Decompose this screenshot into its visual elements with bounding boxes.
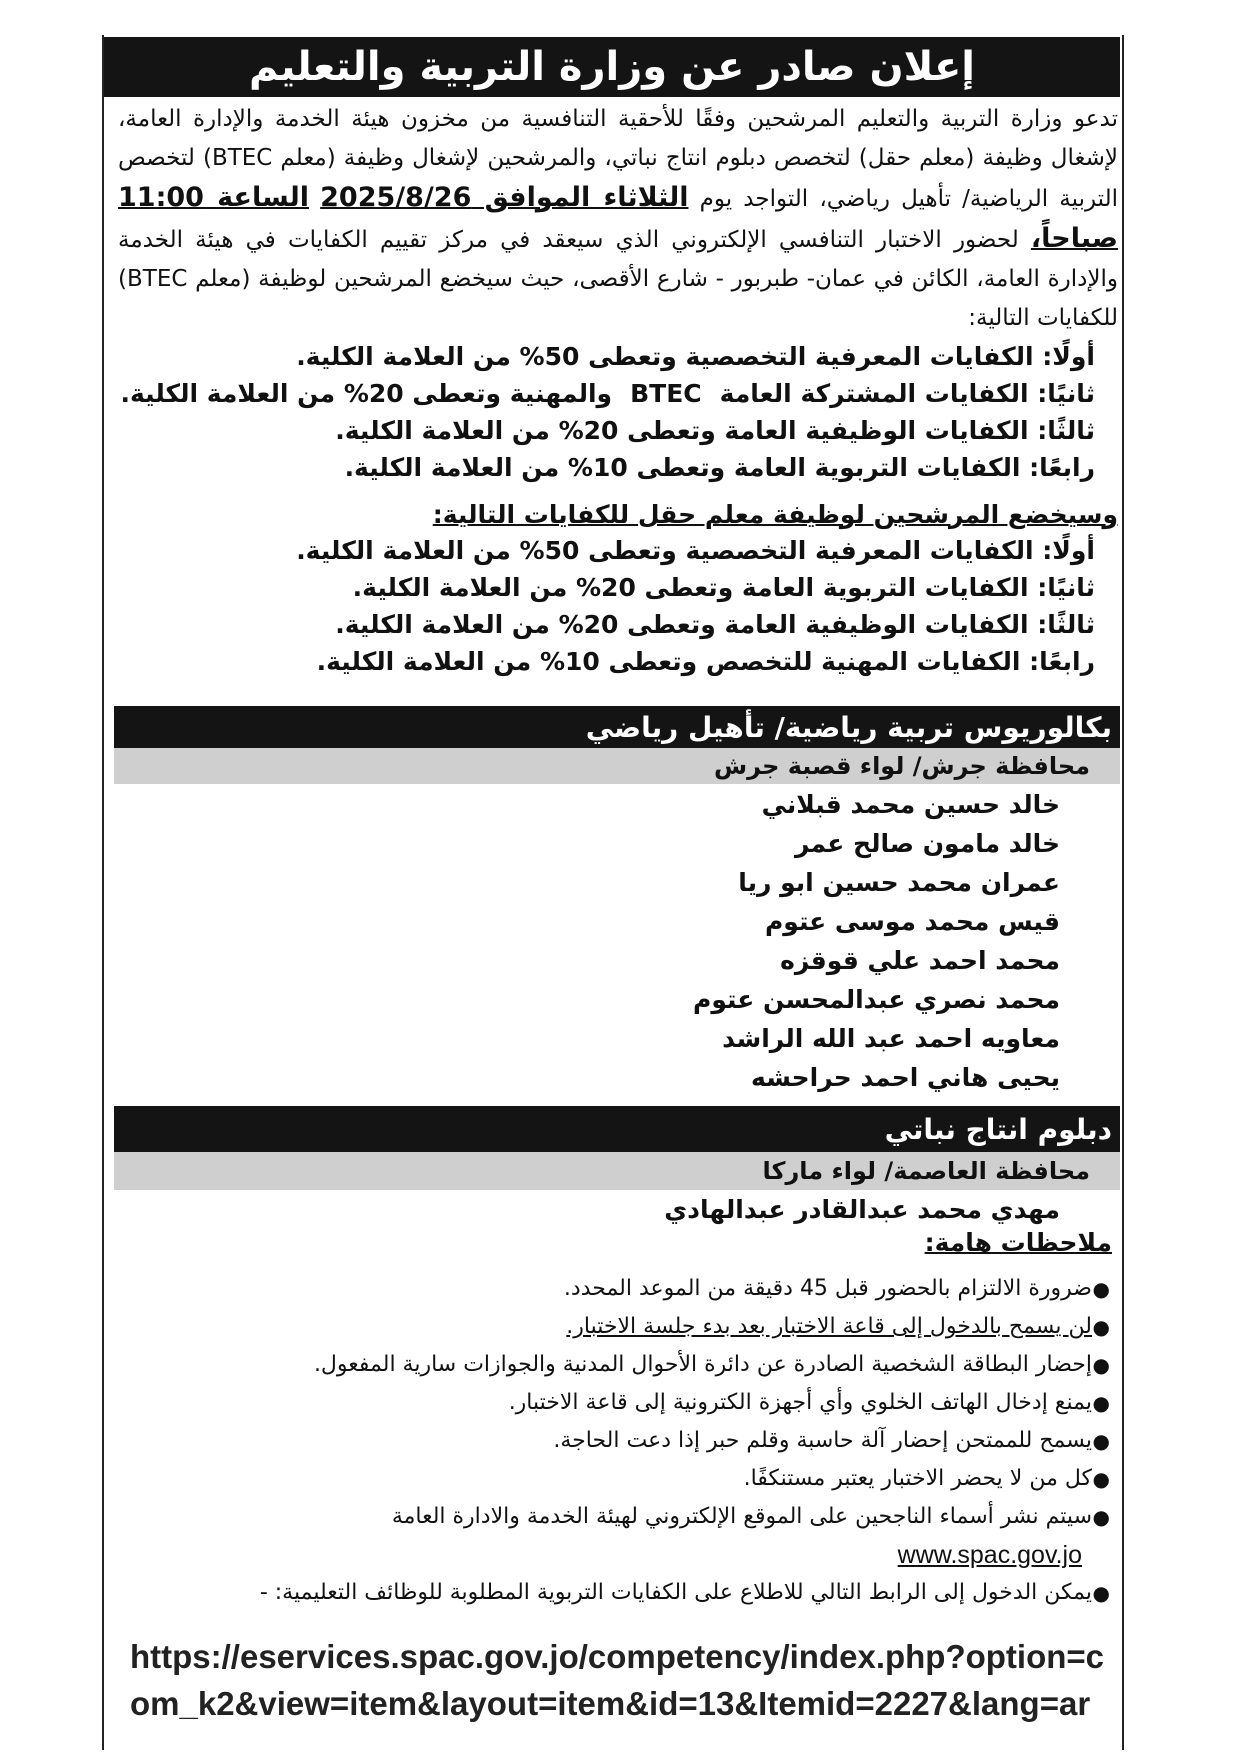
- note-item: ● كل من لا يحضر الاختبار يعتبر مستنكفًا.: [110, 1460, 1110, 1498]
- exam-time: الساعة 11:00 صباحاً،: [118, 182, 1119, 254]
- candidate-list-sports: [693, 785, 1060, 1097]
- btec-label: BTEC: [630, 379, 702, 408]
- candidate-name: يحيى هاني احمد حراحشه: [751, 1063, 1060, 1092]
- intro-body-rest: لحضور الاختبار التنافسي الإلكتروني الذي سيعقد في مركز تقييم الكفايات في هيئة الخدمة والإدارة العامة، الكائن في عمان- طبربور - شارع الأقصى، حيث سيخضع المرشحين لوظيفة (معلم BTEC) للكفايات التالية:: [118, 227, 1118, 331]
- bullet-icon: ●: [1092, 1391, 1110, 1415]
- field-teacher-heading: وسيخضع المرشحين لوظيفة معلم حقل للكفايات التالية:: [432, 500, 1118, 529]
- bullet-icon: ●: [1092, 1429, 1110, 1453]
- bullet-icon: ●: [1092, 1467, 1110, 1491]
- announcement-title: إعلان صادر عن وزارة التربية والتعليم: [104, 37, 1120, 97]
- competency-item: أولًا: الكفايات المعرفية التخصصية وتعطى 50% من العلامة الكلية.: [296, 342, 1095, 371]
- competency-item-rest: والمهنية وتعطى 20% من العلامة الكلية.: [120, 379, 613, 408]
- bullet-icon: ●: [1092, 1505, 1110, 1529]
- section-title-sports: بكالوريوس تربية رياضية/ تأهيل رياضي: [114, 706, 1120, 748]
- candidate-name: مهدي محمد عبدالقادر عبدالهادي: [664, 1195, 1060, 1224]
- notes-heading: ملاحظات هامة:: [924, 1228, 1112, 1257]
- note-item: ● سيتم نشر أسماء الناجحين على الموقع الإلكتروني لهيئة الخدمة والادارة العامة www.spac.gov.jo: [110, 1498, 1110, 1574]
- bullet-icon: ●: [1092, 1315, 1110, 1339]
- candidate-name: محمد نصري عبدالمحسن عتوم: [693, 985, 1060, 1014]
- candidate-name: محمد احمد علي قوقزه: [780, 946, 1060, 975]
- bullet-icon: ●: [1092, 1353, 1110, 1377]
- candidate-list-plant: [664, 1192, 1060, 1228]
- competency-url-link[interactable]: https://eservices.spac.gov.jo/competency/index.php?option=com_k2&view=item&layout=item&id=13&Itemid=2227&lang=ar: [130, 1638, 1105, 1722]
- competency-item: أولًا: الكفايات المعرفية التخصصية وتعطى 50% من العلامة الكلية.: [296, 536, 1095, 565]
- bullet-icon: ●: [1092, 1581, 1110, 1605]
- competency-item: رابعًا: الكفايات المهنية للتخصص وتعطى 10% من العلامة الكلية.: [316, 647, 1095, 676]
- competency-item: [120, 375, 1095, 412]
- notes-list: [110, 1270, 1110, 1612]
- note-item: ● يسمح للممتحن إحضار آلة حاسبة وقلم حبر إذا دعت الحاجة.: [110, 1422, 1110, 1460]
- intro-body: تدعو وزارة التربية والتعليم المرشحين وفقًا للأحقية التنافسية من مخزون هيئة الخدمة والإدارة العامة، لإشغال وظيفة (معلم حقل) لتخصص دبلوم انتاج نباتي، والمرشحين لإشغال وظيفة (معلم BTEC) لتخصص التربية الرياضية/ تأهيل رياضي، التواجد يوم: [118, 106, 1118, 212]
- note-item: ● ضرورة الالتزام بالحضور قبل 45 دقيقة من الموعد المحدد.: [110, 1270, 1110, 1308]
- competency-item: ثالثًا: الكفايات الوظيفية العامة وتعطى 20% من العلامة الكلية.: [335, 610, 1095, 639]
- section-title-plant-production: دبلوم انتاج نباتي: [114, 1106, 1120, 1152]
- candidate-name: خالد مامون صالح عمر: [794, 829, 1060, 858]
- field-competencies-list: [296, 532, 1095, 680]
- candidate-name: قيس محمد موسى عتوم: [764, 907, 1060, 936]
- region-bar-amman: محافظة العاصمة/ لواء ماركا: [114, 1152, 1120, 1190]
- competency-item-text: ثانيًا: الكفايات المشتركة العامة: [719, 379, 1095, 408]
- intro-paragraph: [118, 100, 1118, 338]
- region-bar-jerash: محافظة جرش/ لواء قصبة جرش: [114, 748, 1120, 784]
- competency-item: رابعًا: الكفايات التربوية العامة وتعطى 10% من العلامة الكلية.: [344, 453, 1095, 482]
- candidate-name: خالد حسين محمد قبلاني: [761, 790, 1060, 819]
- note-item: ● لن يسمح بالدخول إلى قاعة الاختبار بعد بدء جلسة الاختبار.: [110, 1308, 1110, 1346]
- note-item: ● إحضار البطاقة الشخصية الصادرة عن دائرة الأحوال المدنية والجوازات سارية المفعول.: [110, 1346, 1110, 1384]
- competency-item: ثالثًا: الكفايات الوظيفية العامة وتعطى 20% من العلامة الكلية.: [335, 416, 1095, 445]
- note-item: ● يمنع إدخال الهاتف الخلوي وأي أجهزة الكترونية إلى قاعة الاختبار.: [110, 1384, 1110, 1422]
- competency-item: ثانيًا: الكفايات التربوية العامة وتعطى 20% من العلامة الكلية.: [352, 573, 1095, 602]
- spac-website-link[interactable]: www.spac.gov.jo: [897, 1541, 1082, 1569]
- exam-date: الثلاثاء الموافق 2025/8/26: [320, 182, 689, 213]
- bullet-icon: ●: [1092, 1277, 1110, 1301]
- btec-competencies-list: [120, 338, 1095, 486]
- candidate-name: عمران محمد حسين ابو ريا: [738, 868, 1060, 897]
- note-item: ● يمكن الدخول إلى الرابط التالي للاطلاع على الكفايات التربوية المطلوبة للوظائف التعليمية: -: [110, 1574, 1110, 1612]
- candidate-name: معاويه احمد عبد الله الراشد: [722, 1024, 1060, 1053]
